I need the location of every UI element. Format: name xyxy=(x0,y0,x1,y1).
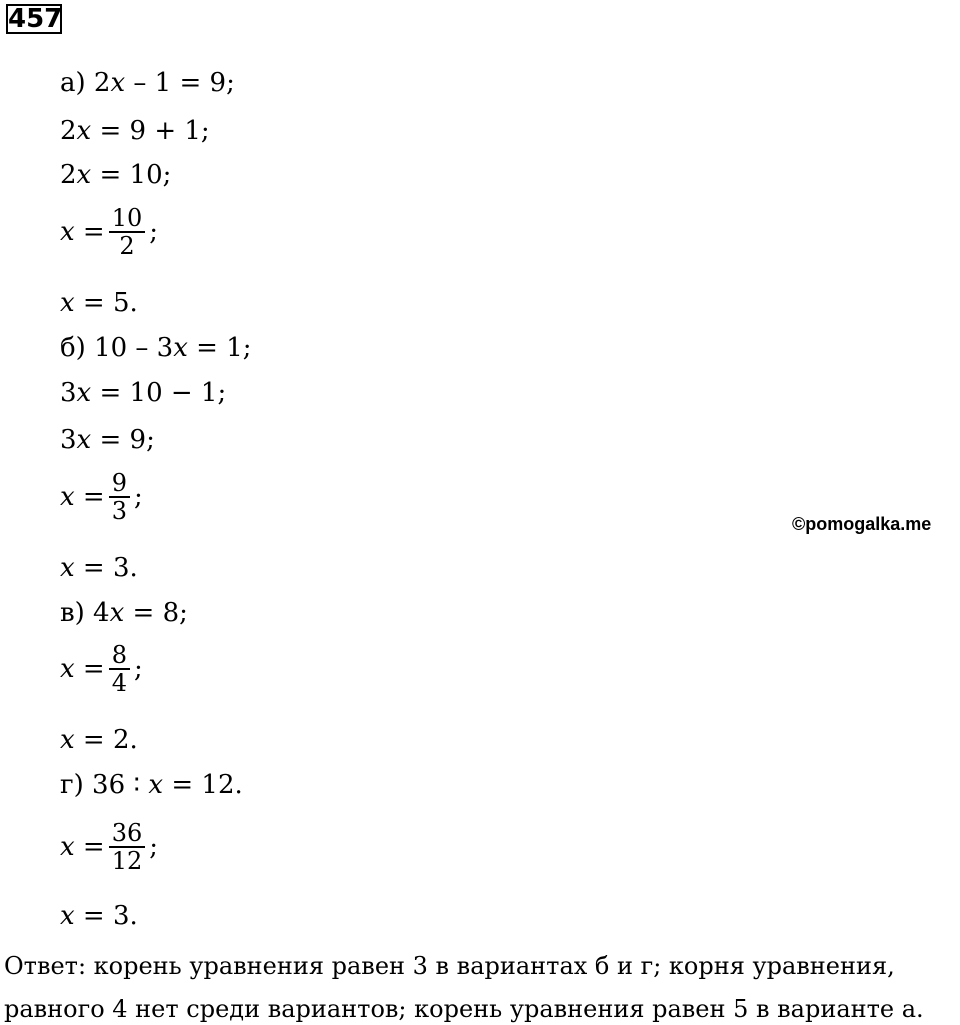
fraction-v-numerator: 8 xyxy=(111,641,128,669)
fraction-g xyxy=(109,820,146,874)
label-a: а) xyxy=(60,68,86,98)
label-g: г) xyxy=(60,770,84,800)
eq-v-3: x = 2. xyxy=(60,725,138,755)
eq-b-2: 3x = 10 − 1; xyxy=(60,378,227,408)
fraction-b-numerator: 9 xyxy=(111,469,128,497)
var-x: x xyxy=(60,654,75,684)
eq-g-3: x = 3. xyxy=(60,901,138,931)
eq-b-5: x = 3. xyxy=(60,553,138,583)
fraction-b-denominator: 3 xyxy=(111,497,128,525)
watermark: ©pomogalka.me xyxy=(792,514,932,534)
answer-line-1: Ответ: корень уравнения равен 3 в вариантах б и г; корня уравнения, xyxy=(4,952,895,980)
fraction-v-denominator: 4 xyxy=(111,669,128,697)
eq-b-4: x = $\frac{9}{3}$ ; xyxy=(60,469,143,525)
eq-a-4: x = $\frac{10}{2}$ ; xyxy=(60,204,159,260)
eq-g-2: x = $\frac{36}{12}$ ; xyxy=(60,819,159,875)
eq-v-1 xyxy=(60,600,188,626)
answer-line-2: равного 4 нет среди вариантов; корень уравнения равен 5 в варианте а. xyxy=(4,995,924,1023)
fraction-g-numerator: 36 xyxy=(111,819,143,847)
var-x: x xyxy=(60,482,75,512)
var-x: x xyxy=(60,217,75,247)
fraction-g-denominator: 12 xyxy=(111,847,143,875)
eq-v-1-text: 4x = 8; xyxy=(93,598,188,628)
eq-b-3: 3x = 9; xyxy=(60,425,155,455)
fraction-a-denominator: 2 xyxy=(119,232,135,260)
fraction-b xyxy=(109,470,130,524)
eq-a-1-text: 2x – 1 = 9; xyxy=(93,68,235,98)
fraction-v xyxy=(109,642,130,696)
eq-a-3: 2x = 10; xyxy=(60,160,172,190)
eq-b-1 xyxy=(60,335,252,361)
eq-g-1 xyxy=(60,772,243,798)
fraction-a-numerator: 10 xyxy=(111,204,143,232)
eq-v-2: x = $\frac{8}{4}$ ; xyxy=(60,641,143,697)
eq-a-5: x = 5. xyxy=(60,288,138,318)
eq-g-1-text: 36 ∶ x = 12. xyxy=(92,770,243,800)
label-b: б) xyxy=(60,333,86,363)
problem-number: 457 xyxy=(8,4,63,34)
fraction-a xyxy=(109,205,146,259)
eq-b-1-text: 10 – 3x = 1; xyxy=(94,333,252,363)
var-x: x xyxy=(60,832,75,862)
label-v: в) xyxy=(60,598,85,628)
eq-a-2: 2x = 9 + 1; xyxy=(60,116,210,146)
eq-a-1 xyxy=(60,70,235,96)
